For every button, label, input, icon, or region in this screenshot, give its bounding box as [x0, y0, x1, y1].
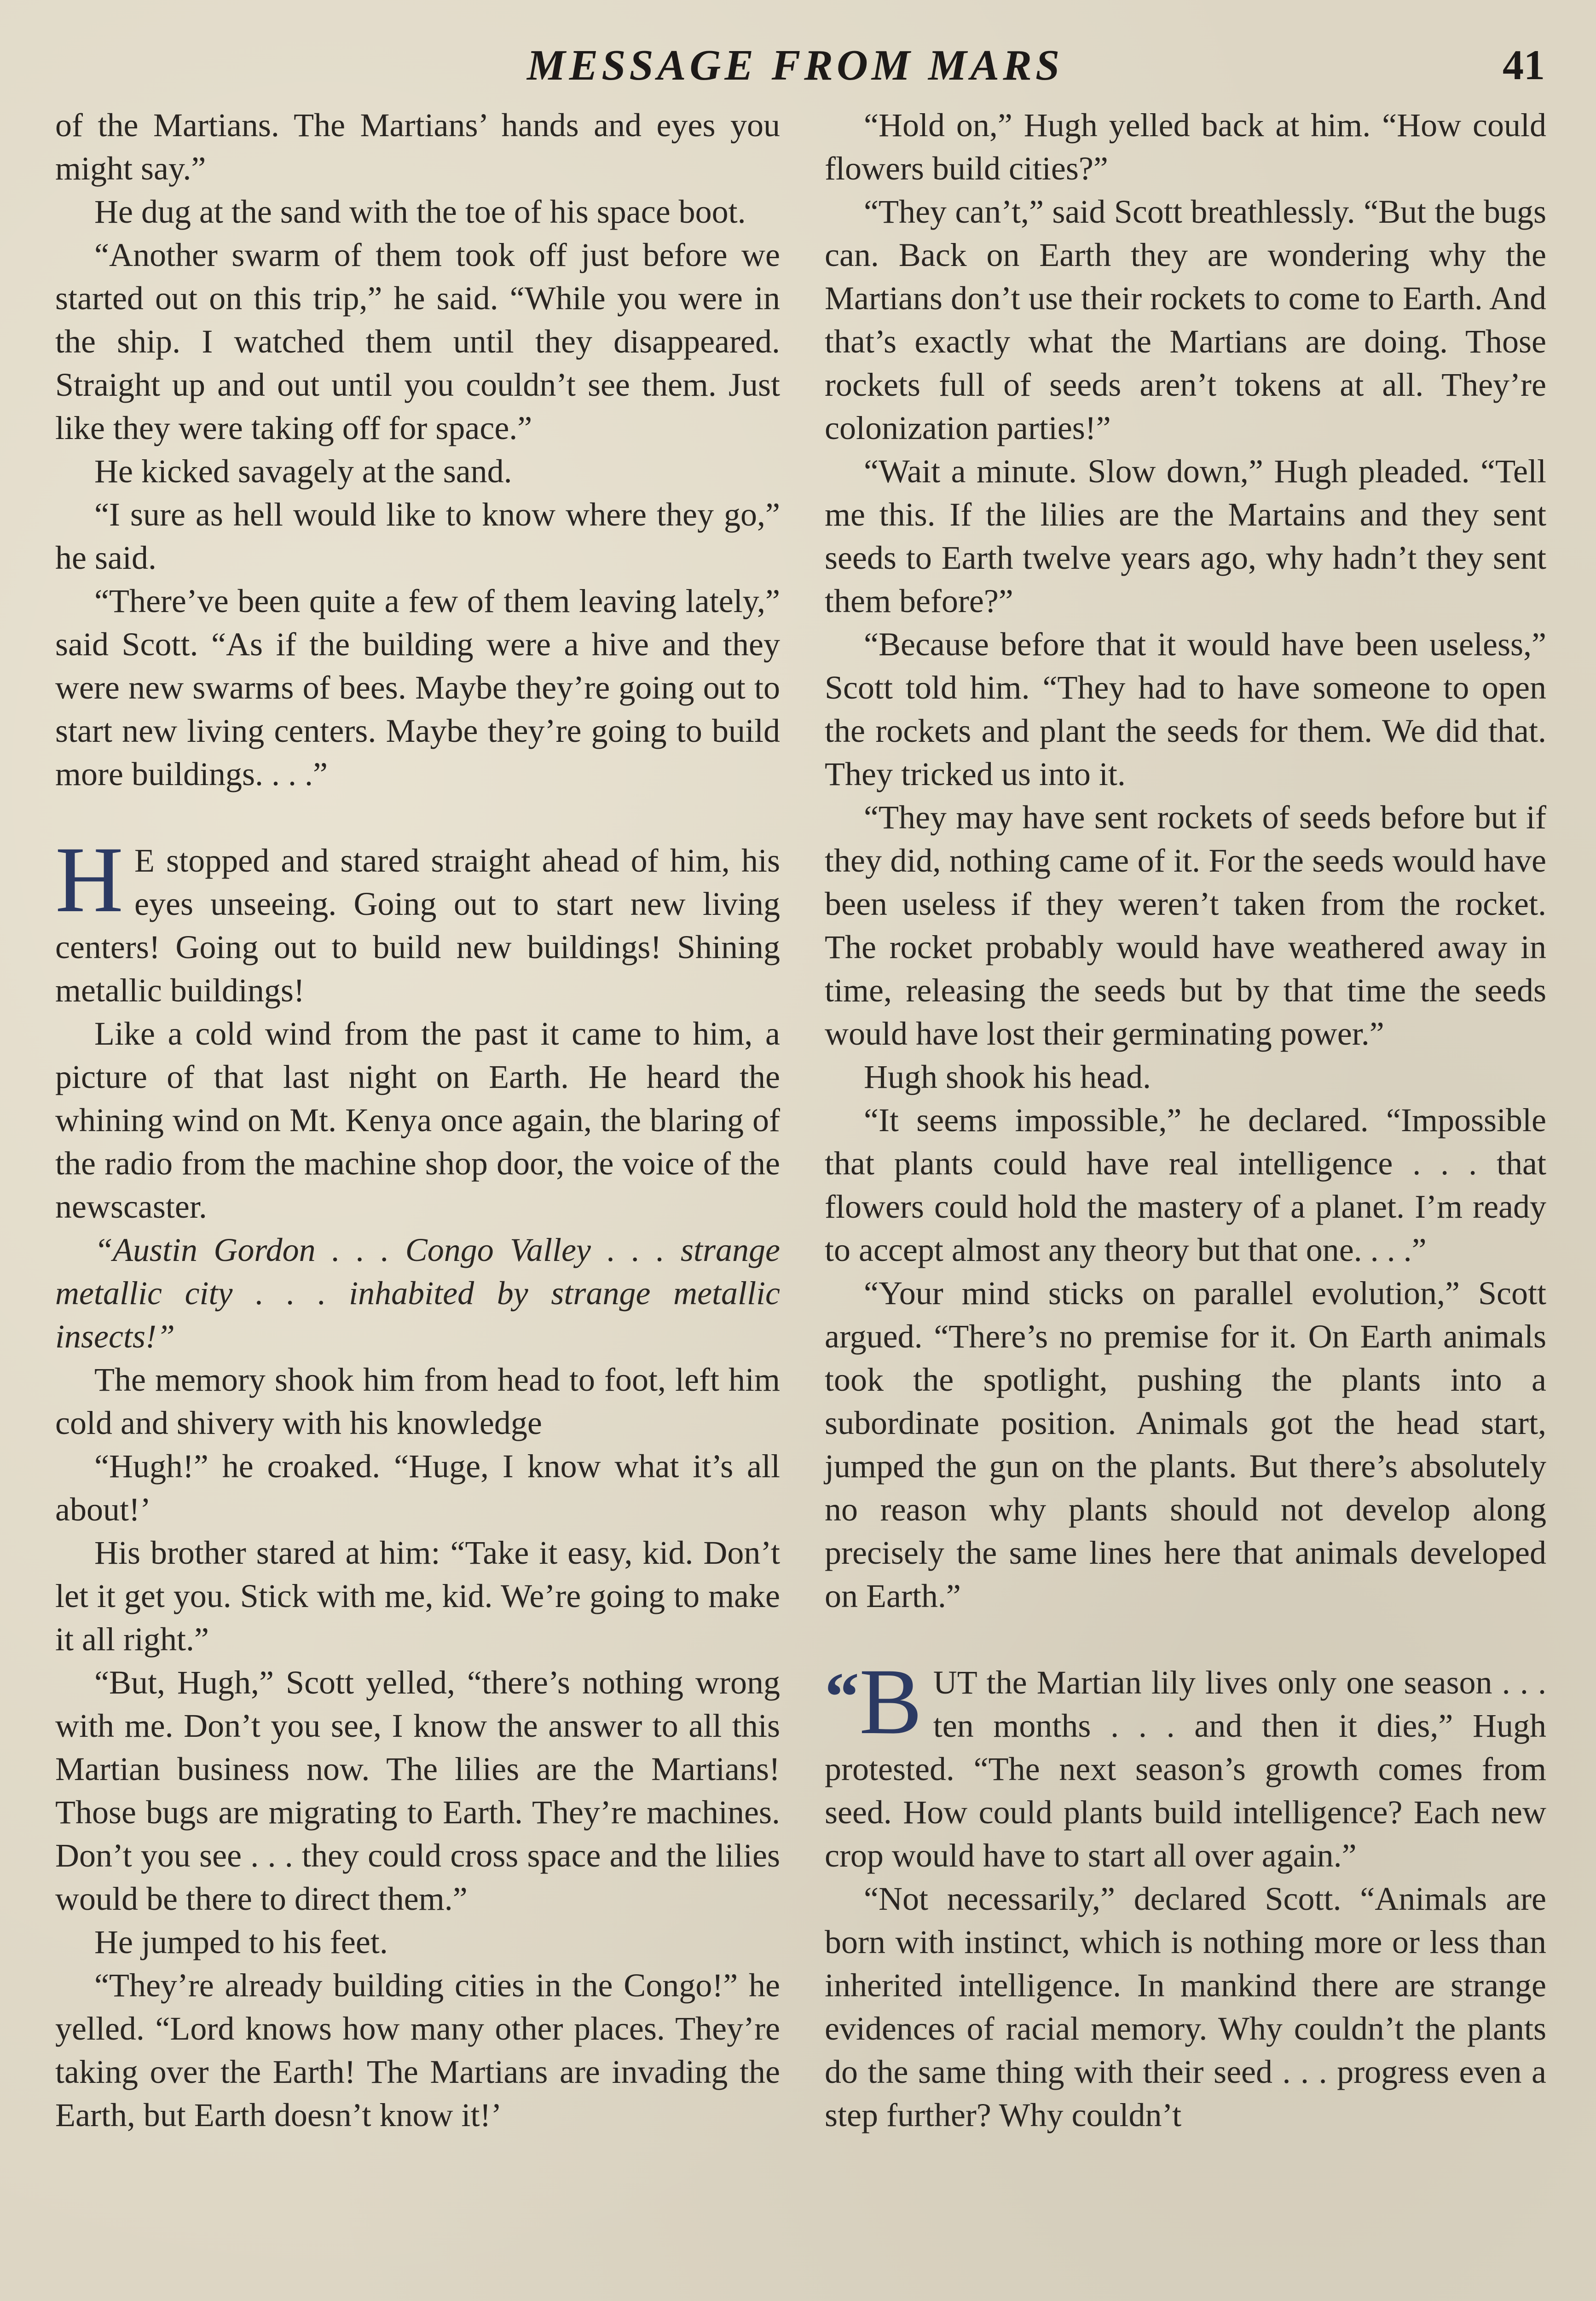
paragraph-text: E stopped and stared straight ahead of him, his eyes unseeing. Going out to start new living centers! Going out to build new buildings! Shining metallic buildings! — [55, 842, 780, 1009]
paragraph: “They may have sent rockets of seeds before but if they did, nothing came of it. For the seeds would have been useless if they weren’t taken from the rocket. The rocket probably would have weathered away in time, releasing the seeds but by that time the seeds would have lost their germinating power.” — [825, 799, 1546, 1052]
paragraph: “I sure as hell would like to know where they go,” he said. — [55, 496, 780, 576]
paragraph: “Your mind sticks on parallel evolution,” Scott argued. “There’s no premise for it. On Earth animals took the spotlight, pushing the plants into a subordinate position. Animals got the head start, jumped the gun on the plants. But there’s absolutely no reason why plants should not develop along precisely the same lines here that animals developed on Earth.” — [825, 1275, 1546, 1614]
paragraph: “Not necessarily,” declared Scott. “Animals are born with instinct, which is nothing more or less than inherited intelligence. In mankind there are strange evidences of racial memory. Why couldn’t the plants do the same thing with their seed . . . progress even a step further? Why couldn’t — [825, 1880, 1546, 2133]
quoted-broadcast: “Austin Gordon . . . Congo Valley . . . strange metallic city . . . inhabited by strange metallic insects!” — [55, 1231, 780, 1355]
section-start-paragraph — [55, 827, 780, 1012]
paragraph: He jumped to his feet. — [94, 1924, 388, 1960]
paragraph: “It seems impossible,” he declared. “Impossible that plants could have real intelligence . . . that flowers could hold the mastery of a planet. I’m ready to accept almost any theory but that one. . . .” — [825, 1102, 1546, 1268]
page-number: 41 — [1503, 41, 1545, 88]
drop-cap: B — [859, 1649, 922, 1754]
open-quote-mark: “ — [825, 1659, 859, 1735]
paragraph-text: UT the Martian lily lives only one season . . . ten months . . . and then it dies,” Hugh protested. “The next season’s growth comes from seed. How could plants build intelligence? Each new crop would have to start all over again.” — [825, 1664, 1546, 1874]
left-column — [55, 104, 780, 2301]
paragraph: “Wait a minute. Slow down,” Hugh pleaded. “Tell me this. If the lilies are the Martains and they sent seeds to Earth twelve years ago, why hadn’t they sent them before?” — [825, 453, 1546, 619]
paragraph: He dug at the sand with the toe of his space boot. — [94, 193, 746, 230]
paragraph: “Another swarm of them took off just before we started out on this trip,” he said. “While you were in the ship. I watched them until they disappeared. Straight up and out until you couldn’t see them. Just like they were taking off for space.” — [55, 237, 780, 446]
page-header — [0, 40, 1596, 96]
paragraph: Hugh shook his head. — [864, 1058, 1151, 1095]
paragraph: “They’re already building cities in the Congo!” he yelled. “Lord knows how many other places. They’re taking over the Earth! The Martians are invading the Earth, but Earth doesn’t know it!’ — [55, 1967, 780, 2133]
paragraph: He kicked savagely at the sand. — [94, 453, 512, 490]
paragraph: “They can’t,” said Scott breathlessly. “But the bugs can. Back on Earth they are wondering why the Martians don’t use their rockets to come to Earth. And that’s exactly what the Martians are doing. Those rockets full of seeds aren’t tokens at all. They’re colonization parties!” — [825, 193, 1546, 446]
paragraph: “There’ve been quite a few of them leaving lately,” said Scott. “As if the building were a hive and they were new swarms of bees. Maybe they’re going out to start new living centers. Maybe they’re going to build more buildings. . . .” — [55, 583, 780, 792]
paragraph: “Hugh!” he croaked. “Huge, I know what it’s all about!’ — [55, 1448, 780, 1528]
paragraph: His brother stared at him: “Take it easy, kid. Don’t let it get you. Stick with me, kid. We’re going to make it all right.” — [55, 1534, 780, 1658]
right-column — [825, 104, 1546, 2301]
section-start-paragraph — [825, 1649, 1546, 1877]
paragraph: The memory shook him from head to foot, left him cold and shivery with his knowledge — [55, 1361, 780, 1441]
paragraph: “Because before that it would have been useless,” Scott told him. “They had to have someone to open the rockets and plant the seeds for them. We did that. They tricked us into it. — [825, 626, 1546, 792]
drop-cap: H — [55, 827, 124, 932]
paragraph: “But, Hugh,” Scott yelled, “there’s nothing wrong with me. Don’t you see, I know the answer to all this Martian business now. The lilies are the Martians! Those bugs are migrating to Earth. They’re machines. Don’t you see . . . they could cross space and the lilies would be there to direct them.” — [55, 1664, 780, 1917]
paragraph: of the Martians. The Martians’ hands and eyes you might say.” — [55, 107, 780, 187]
paragraph: Like a cold wind from the past it came to him, a picture of that last night on Earth. He heard the whining wind on Mt. Kenya once again, the blaring of the radio from the machine shop door, the voice of the newscaster. — [55, 1015, 780, 1225]
paragraph: “Hold on,” Hugh yelled back at him. “How could flowers build cities?” — [825, 107, 1546, 187]
running-title: MESSAGE FROM MARS — [527, 41, 1064, 89]
